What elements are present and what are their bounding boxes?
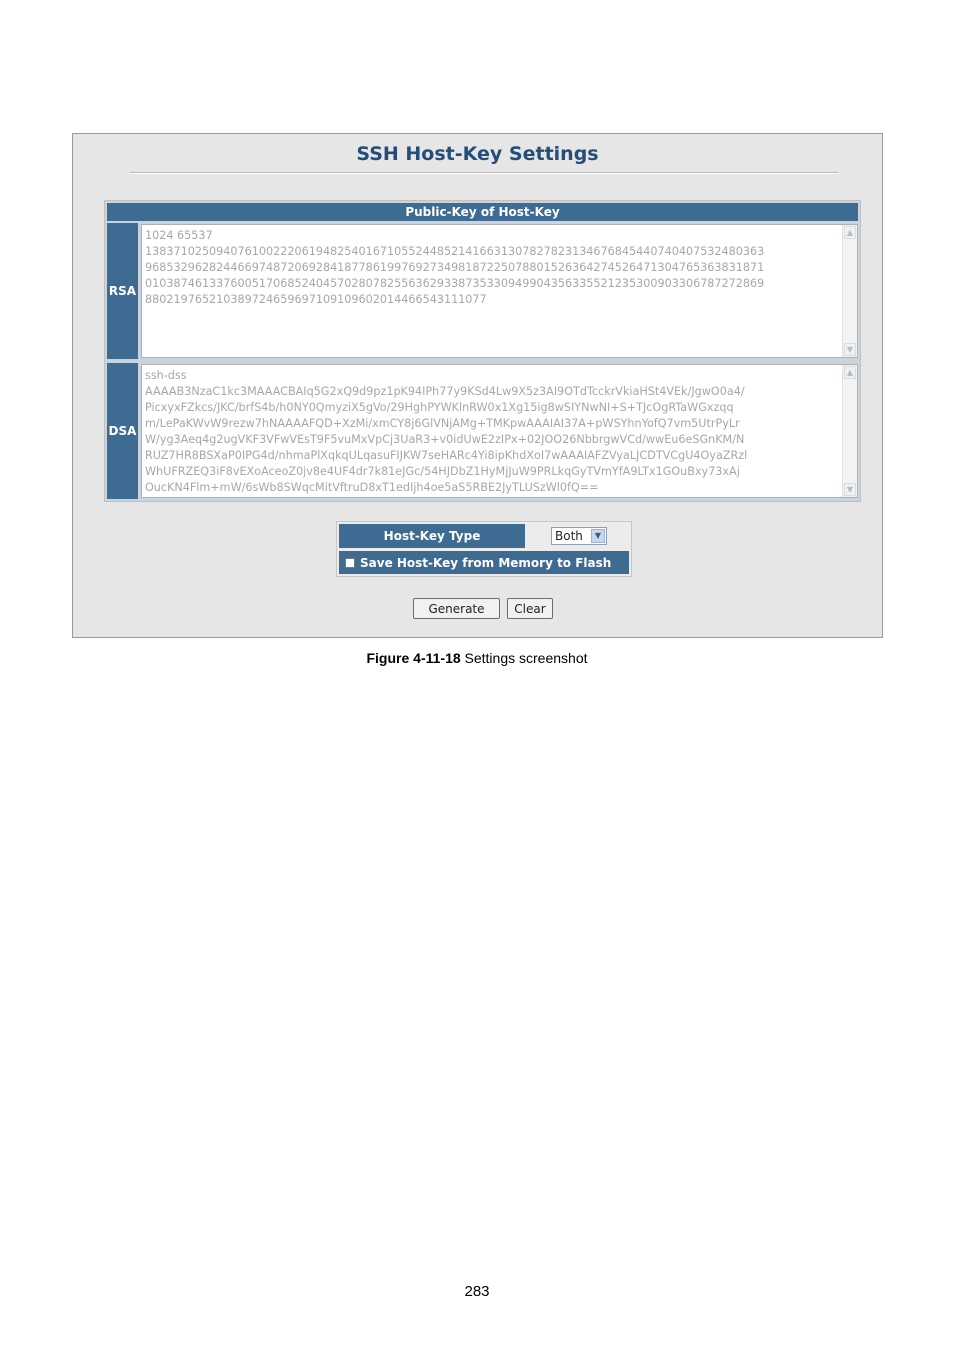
dsa-label: DSA (107, 363, 138, 499)
scroll-down-icon[interactable]: ▼ (844, 343, 856, 356)
checkbox-icon[interactable] (345, 558, 355, 568)
dropdown-arrow-icon[interactable]: ▼ (591, 529, 605, 543)
dsa-scrollbar[interactable] (842, 365, 857, 497)
save-to-flash-label: Save Host-Key from Memory to Flash (360, 555, 612, 570)
rsa-scrollbar[interactable] (842, 225, 857, 357)
host-key-type-value: Both (555, 529, 583, 543)
title-divider (130, 172, 838, 174)
figure-caption (0, 650, 954, 666)
save-to-flash-row (339, 551, 629, 574)
screenshot-frame (72, 133, 883, 638)
generate-button[interactable]: Generate (413, 598, 500, 619)
options-table (336, 521, 632, 577)
scroll-down-icon[interactable]: ▼ (844, 483, 856, 496)
rsa-label: RSA (107, 223, 138, 359)
dsa-key-text: ssh-dss AAAAB3NzaC1kc3MAAACBAIq5G2xQ9d9pz1pK94IPh77y9KSd4Lw9X5z3AI9OTdTcckrVkiaHSt4VEk/JgwO0a4/ PicxyxFZkcs/JKC/brfS4b/h0NY0QmyziX5gVo/29HghPYWKlnRW0x1Xg15ig8wSIYNwNI+S+TJcOgRTaWGxzqq m/LePaKWvW9rezw7hNAAAAFQD+XzMi/xmCY8j6GlVNjAMg+TMKpwAAAIAI37A+pWSYhnYofQ7vm5UtrPyLr W/yg3Aeq4g2ugVKF3VFwVEsT9F5vuMxVpCj3UaR3+v0idUwE2zIPx+02JOO26NbbrgwVCd/wwEu6eSGnKM/N RUZ7HR8BSXaP0IPG4d/nhmaPlXqkqULqasuFIJKW7seHARc4Yi8ipKhdXoI7wAAAIAFZVyaLJCDTVCgU4OyaZRzl WhUFRZEQ3iF8vEXoAceoZ0jv8e4UF4dr7k81eJGc/54HJDbZ1HyMjJuW9PRLkqGyTVmYfA9LTx1GOuBxy73xAj OucKN4Flm+mW/6sWb8SWqcMitVftruD8xT1edIjh4oe5aS5RBE2JyTLUSzWl0fQ== (145, 369, 748, 494)
scroll-up-icon[interactable]: ▲ (844, 366, 856, 379)
rsa-key-textarea[interactable] (141, 224, 858, 358)
page-title: SSH Host-Key Settings (356, 143, 599, 165)
host-key-table-header: Public-Key of Host-Key (107, 203, 858, 221)
figure-caption-text: Settings screenshot (464, 650, 588, 666)
host-key-type-select[interactable] (551, 527, 607, 545)
scroll-up-icon[interactable]: ▲ (844, 226, 856, 239)
dsa-key-textarea[interactable] (141, 364, 858, 498)
rsa-key-text: 1024 65537 138371025094076100222061948254016710552448521416631307827823134676845440740407532480363 968532962824466974872069284187786199769273498187225078801526364274526471304765363831871 010387461337600517068524045702807825563629338735330949904356335521235300903306787272869 880219765210389724659697109109602014466543111077 (145, 229, 765, 306)
page-number: 283 (464, 1283, 490, 1300)
clear-button[interactable]: Clear (507, 598, 553, 619)
host-key-table (104, 200, 861, 502)
host-key-type-cell (527, 524, 629, 548)
host-key-type-label: Host-Key Type (339, 524, 525, 548)
figure-number: Figure 4-11-18 (366, 650, 461, 666)
